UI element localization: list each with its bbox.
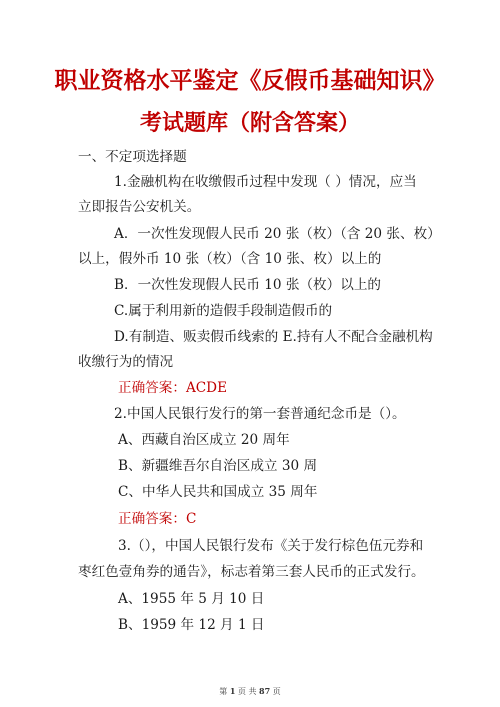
section-heading: 一、不定项选择题 [78,149,187,165]
question-1-answer: 正确答案：ACDE [118,380,228,396]
footer-middle: 页 共 [237,687,257,696]
question-1-option-a-line2: 以上，假外币 10 张（枚）（含 10 张、枚）以上的 [78,251,382,267]
footer-prefix: 第 [219,687,228,696]
question-1-line1: 1.金融机构在收缴假币过程中发现（ ）情况，应当 [114,174,417,190]
page-footer [0,686,500,697]
footer-page-number: 1 [229,686,236,696]
question-1-option-d-line1: D.有制造、贩卖假币线索的 E.持有人不配合金融机构 [114,329,433,345]
question-1-line2: 立即报告公安机关。 [78,199,201,215]
question-2-line1: 2.中国人民银行发行的第一套普通纪念币是（）。 [114,406,406,422]
question-2-option-a: A、西藏自治区成立 20 周年 [118,432,290,448]
question-2-option-b: B、新疆维吾尔自治区成立 30 周 [118,458,318,474]
question-2-answer: 正确答案：C [118,511,197,527]
question-1-option-d-line2: 收缴行为的情况 [78,354,174,370]
question-1-option-b: B．一次性发现假人民币 10 张（枚）以上的 [114,277,382,293]
question-3-option-a: A、1955 年 5 月 10 日 [118,591,265,607]
footer-total-pages: 87 [259,686,271,696]
document-title-line2: 考试题库（附含答案） [139,110,360,136]
question-1-option-a-line1: A．一次性发现假人民币 20 张（枚）（含 20 张、枚） [114,226,441,242]
question-3-line1: 3.（），中国人民银行发布《关于发行棕色伍元券和 [118,538,424,554]
question-2-option-c: C、中华人民共和国成立 35 周年 [118,484,318,500]
question-3-line2: 枣红色壹角券的通告》，标志着第三套人民币的正式发行。 [78,564,425,580]
footer-suffix: 页 [272,687,281,696]
question-3-option-b: B、1959 年 12 月 1 日 [118,617,265,633]
question-1-option-c: C.属于利用新的造假手段制造假币的 [114,303,333,319]
document-title-line1: 职业资格水平鉴定《反假币基础知识》 [54,67,446,94]
